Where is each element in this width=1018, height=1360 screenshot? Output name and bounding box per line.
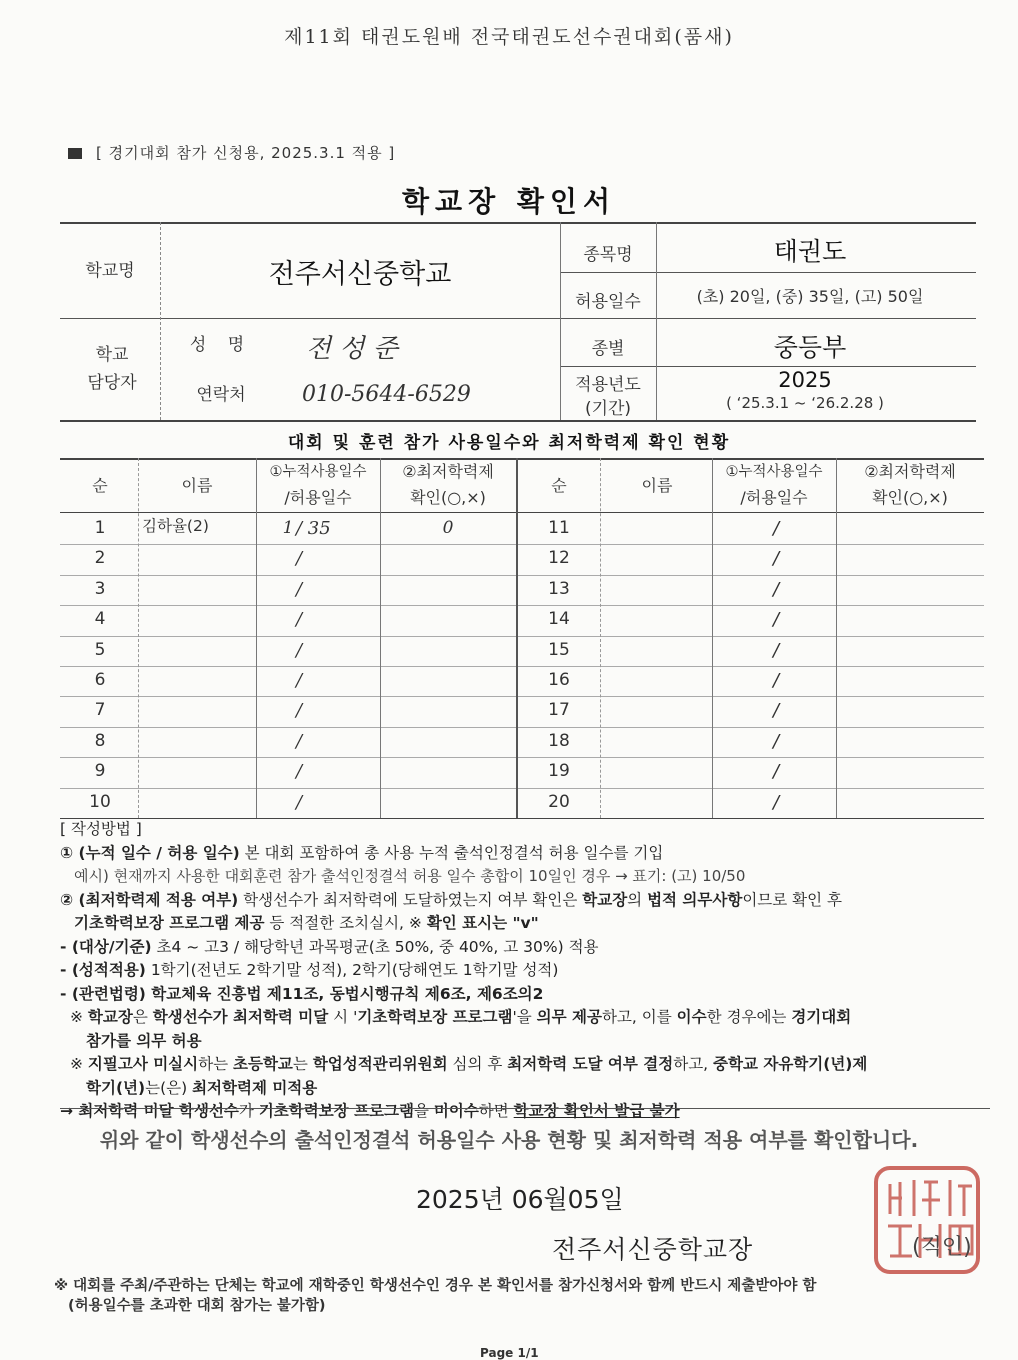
row-used-days: 1 <box>282 518 294 538</box>
row-days-right: / <box>772 730 780 752</box>
year-label-2: (기간) <box>584 399 632 419</box>
note-7 <box>60 1053 990 1077</box>
note-2-text-2: 의 <box>627 890 648 909</box>
name-value: 전 성 준 <box>306 334 398 364</box>
row-divider <box>60 666 984 667</box>
note-6-bold-3: 기초학력보장 프로그램 <box>357 1008 513 1026</box>
row-days: / 35 <box>296 518 331 539</box>
header-check-2-right: 확인(○,×) <box>872 488 948 507</box>
note-5 <box>60 983 990 1007</box>
row-days-right: / <box>772 548 780 570</box>
header-check-2: 확인(○,×) <box>410 488 486 507</box>
note-4 <box>60 959 990 983</box>
instructions <box>60 818 990 1124</box>
row-days: / <box>296 609 303 631</box>
header-check-1: ②최저학력제 <box>402 462 494 481</box>
row-number: 8 <box>94 730 106 751</box>
note-7-bold-1: 지필고사 미실시 <box>87 1055 199 1073</box>
row-days-right: / <box>772 670 780 691</box>
year-label-1: 적용년도 <box>575 375 641 395</box>
staff-label-2: 담당자 <box>87 373 137 393</box>
note-2b <box>60 912 990 936</box>
note-1-bold: ① (누적 일수 / 허용 일수) <box>60 843 240 862</box>
category-label: 종별 <box>591 339 625 359</box>
row-number: 3 <box>94 578 106 599</box>
school-label: 학교명 <box>85 261 135 281</box>
period-value: ( ‘25.3.1 ~ ‘26.2.28 ) <box>726 394 884 412</box>
footer-note-2: (허용일수를 초과한 대회 참가는 불가함) <box>68 1298 326 1314</box>
note-7-text-5: 하고, <box>673 1055 714 1073</box>
year-value: 2025 <box>778 368 832 392</box>
row-number-right: 19 <box>548 761 570 782</box>
divider <box>138 458 139 818</box>
row-number-right: 20 <box>548 791 570 812</box>
note-7-text-4: 심의 후 <box>447 1055 508 1073</box>
name-label: 성 명 <box>189 335 253 355</box>
header-name-right: 이름 <box>641 476 673 495</box>
note-2-bold-3: 법적 의무사항 <box>647 890 743 909</box>
note-3 <box>60 936 990 960</box>
row-days: / <box>296 639 303 661</box>
note-7-bold-4: 최저학력 도달 여부 결정 <box>507 1055 674 1073</box>
row-days-right: / <box>772 761 780 783</box>
row-number-right: 13 <box>548 578 570 599</box>
row-divider <box>60 636 984 637</box>
note-8-bold-3: 미이수 <box>433 1102 479 1120</box>
note-6-text-4: '을 <box>512 1008 537 1026</box>
divider <box>60 318 976 319</box>
note-4-text: 1학기(전년도 2학기말 성적), 2학기(당해연도 1학기말 성적) <box>145 961 559 979</box>
row-number: 2 <box>94 548 106 569</box>
note-2b-bold-2: 확인 표시는 "v" <box>426 914 539 932</box>
note-6 <box>60 1006 990 1030</box>
header-name: 이름 <box>181 476 213 495</box>
row-number-right: 14 <box>548 609 570 630</box>
category-value: 중등부 <box>773 333 847 362</box>
note-6-bold-2: 학생선수가 최저학력 미달 <box>152 1008 329 1026</box>
note-6-text-5: 하고, 이를 <box>601 1008 677 1026</box>
note-2 <box>60 889 990 913</box>
footer-note: ※ 대회를 주최/주관하는 단체는 학교에 재학중인 학생선수인 경우 본 확인서를 참가신청서와 함께 반드시 제출받아야 함 <box>54 1278 817 1294</box>
note-8-bold-1: → 최저학력 미달 학생선수 <box>60 1102 239 1120</box>
divider <box>560 366 976 367</box>
row-days-right: / <box>772 609 780 631</box>
row-number-right: 18 <box>548 730 570 751</box>
contact-label: 연락처 <box>196 385 246 405</box>
header-check-1-right: ②최저학력제 <box>864 462 956 481</box>
issue-date: 2025년 06월05일 <box>416 1185 624 1214</box>
header-days-1-right: ①누적사용일수 <box>725 464 823 480</box>
note-8-text-3: 하면 <box>478 1102 514 1120</box>
row-divider <box>60 757 984 758</box>
divider <box>256 458 257 818</box>
instructions-heading: [ 작성방법 ] <box>60 820 142 838</box>
note-3-bold: - (대상/기준) <box>60 937 152 956</box>
row-divider <box>60 605 984 606</box>
row-days-right: / <box>772 700 780 722</box>
note-7-text: ※ <box>70 1055 88 1073</box>
note-6-bold-5: 이수 <box>676 1008 707 1026</box>
row-days: / <box>296 670 303 691</box>
row-days: / <box>296 761 303 783</box>
row-number: 4 <box>94 609 106 630</box>
document-title: 학교장 확인서 <box>401 185 617 218</box>
divider <box>656 222 657 420</box>
row-divider <box>60 788 984 789</box>
note-6-bold-4: 의무 제공 <box>536 1008 602 1026</box>
allow-value: (초) 20일, (중) 35일, (고) 50일 <box>696 287 924 306</box>
row-days-right: / <box>772 578 780 600</box>
header-days-2-right: /허용일수 <box>740 488 808 507</box>
divider <box>60 512 984 513</box>
note-1-text: 본 대회 포함하여 총 사용 누적 출석인정결석 허용 일수를 기입 <box>239 843 664 862</box>
divider <box>380 458 381 818</box>
row-divider <box>60 727 984 728</box>
row-days: / <box>296 730 303 752</box>
row-days: / <box>296 578 303 600</box>
divider <box>836 458 837 818</box>
note-6-bold-1: 학교장 <box>87 1008 133 1026</box>
header-no-right: 순 <box>551 476 567 495</box>
note-2-bold: ② (최저학력제 적용 여부) <box>60 890 239 909</box>
note-6-text-6: 한 경우에는 <box>706 1008 792 1026</box>
header-days-2: /허용일수 <box>284 488 352 507</box>
note-6-text-2: 은 <box>132 1008 153 1026</box>
allow-label: 허용일수 <box>575 292 641 312</box>
note-7-cont-bold-2: 최저학력제 미적용 <box>192 1078 318 1097</box>
status-title: 대회 및 훈련 참가 사용일수와 최저학력제 확인 현황 <box>287 433 731 453</box>
note-6-text: ※ <box>70 1008 88 1026</box>
note-5-bold: - (관련법령) 학교체육 진흥법 제11조, 동법시행규칙 제6조, 제6조의2 <box>60 984 544 1003</box>
row-days: / <box>296 700 303 722</box>
row-check: 0 <box>442 518 454 538</box>
divider <box>560 272 976 273</box>
note-6-text-3: 시 ' <box>328 1008 358 1026</box>
header-days-1: ①누적사용일수 <box>269 464 367 480</box>
note-1-example: 예시) 현재까지 사용한 대회훈련 참가 출석인정결석 허용 일수 총합이 10일인 경우 → 표기: (고) 10/50 <box>74 867 746 885</box>
row-days: / <box>296 791 303 813</box>
application-note <box>68 142 395 163</box>
competition-title: 제11회 태권도원배 전국태권도선수권대회(품새) <box>284 26 734 48</box>
note-2-bold-2: 학교장 <box>582 890 628 909</box>
note-8-text: 가 <box>238 1102 259 1120</box>
note-6-bold-6: 경기대회 <box>791 1008 852 1026</box>
row-number-right: 15 <box>548 639 570 660</box>
row-number: 9 <box>94 761 106 782</box>
header-no: 순 <box>92 476 108 495</box>
divider <box>560 222 561 420</box>
note-6-cont-bold: 참가를 의무 허용 <box>86 1031 202 1050</box>
row-number-right: 16 <box>548 670 570 690</box>
note-7-text-3: 는 <box>292 1055 313 1073</box>
seal-label: (직인) <box>912 1235 972 1260</box>
note-7-cont <box>60 1077 990 1101</box>
note-2-text: 학생선수가 최저학력에 도달하였는지 여부 확인은 <box>238 890 583 909</box>
row-number-right: 11 <box>548 518 570 538</box>
row-days-right: / <box>772 639 780 661</box>
school-value: 전주서신중학교 <box>268 259 452 290</box>
note-2b-text: 등 적절한 조치실시, ※ <box>264 914 427 932</box>
row-days: / <box>296 548 303 570</box>
divider <box>712 458 713 818</box>
note-2b-bold: 기초학력보장 프로그램 제공 <box>74 914 265 932</box>
row-number: 10 <box>89 791 111 812</box>
note-7-bold-2: 초등학교 <box>233 1055 293 1073</box>
note-7-cont-text: 는(은) <box>145 1078 193 1097</box>
principal-name: 전주서신중학교장 <box>552 1235 754 1264</box>
note-7-cont-bold-1: 학기(년) <box>86 1078 146 1097</box>
divider <box>600 458 601 818</box>
row-divider <box>60 696 984 697</box>
note-8-bold-4: 학교장 확인서 발급 불가 <box>513 1102 680 1120</box>
page-number: Page 1/1 <box>480 1346 539 1360</box>
contact-value: 010-5644-6529 <box>302 382 471 407</box>
row-number: 5 <box>94 639 106 660</box>
row-divider <box>60 575 984 576</box>
row-days-right: / <box>772 518 780 539</box>
row-number: 1 <box>94 518 106 538</box>
note-1 <box>60 842 990 866</box>
staff-label-1: 학교 <box>95 345 129 365</box>
confirmation-statement: 위와 같이 학생선수의 출석인정결석 허용일수 사용 현황 및 최저학력 적용 여부를 확인합니다. <box>99 1128 919 1152</box>
row-number: 7 <box>94 700 106 721</box>
row-number-right: 17 <box>548 700 570 721</box>
divider <box>60 420 976 422</box>
note-6-cont <box>60 1030 990 1054</box>
row-name: 김하율(2) <box>142 517 209 535</box>
note-8-text-2: 을 <box>413 1102 434 1120</box>
event-value: 태권도 <box>773 237 847 266</box>
event-label: 종목명 <box>583 245 633 265</box>
row-number-right: 12 <box>548 548 570 569</box>
note-7-bold-3: 학업성적관리위원회 <box>312 1055 448 1073</box>
note-8-bold-2: 기초학력보장 프로그램 <box>258 1102 414 1120</box>
note-7-bold-5: 중학교 자유학기(년)제 <box>713 1055 868 1073</box>
note-4-bold: - (성적적용) <box>60 961 146 979</box>
divider <box>60 222 976 224</box>
row-number: 6 <box>94 670 106 690</box>
note-7-text-2: 하는 <box>198 1055 234 1073</box>
note-3-text: 초4 ~ 고3 / 해당학년 과목평균(초 50%, 중 40%, 고 30%) 적용 <box>151 937 599 956</box>
note-2-text-3: 이므로 확인 후 <box>742 890 843 909</box>
note-8 <box>60 1100 990 1124</box>
divider <box>60 1108 990 1109</box>
square-bullet-icon <box>68 148 82 159</box>
application-note-text: [ 경기대회 참가 신청용, 2025.3.1 적용 ] <box>96 144 396 162</box>
row-divider <box>60 544 984 545</box>
row-days-right: / <box>772 791 780 813</box>
